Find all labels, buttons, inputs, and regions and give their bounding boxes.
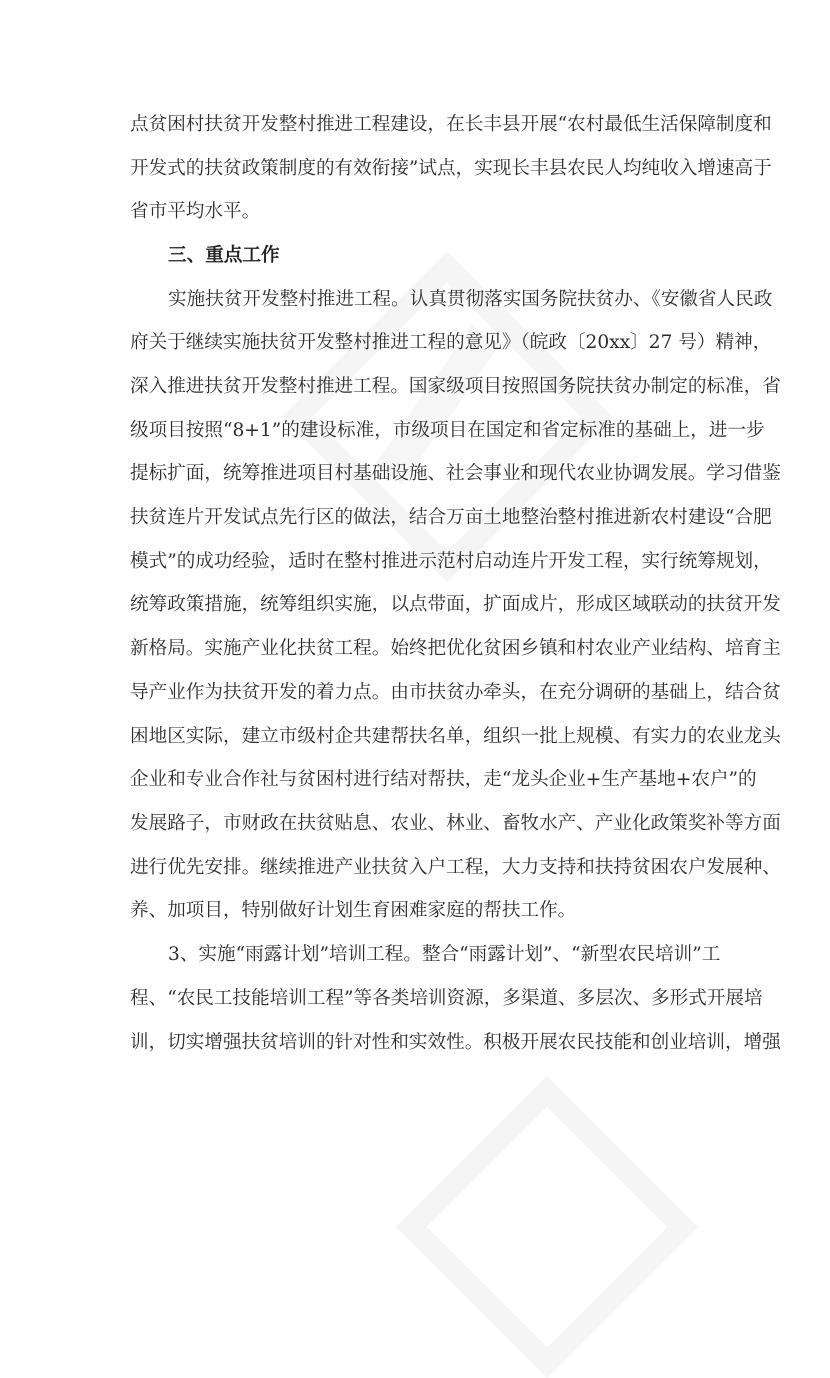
text-line: 程、“农民工技能培训工程”等各类培训资源，多渠道、多层次、多形式开展培 (130, 988, 763, 1009)
text-line: 3、实施“雨露计划”培训工程。整合“雨露计划”、“新型农民培训”工 (168, 944, 721, 965)
text-line: 点贫困村扶贫开发整村推进工程建设，在长丰县开展“农村最低生活保障制度和 (130, 114, 772, 135)
text-line: 模式”的成功经验，适时在整村推进示范村启动连片开发工程，实行统筹规划， (130, 551, 772, 572)
text-line: 进行优先安排。继续推进产业扶贫入户工程，大力支持和扶持贫困农户发展种、 (130, 857, 781, 878)
text-line: 企业和专业合作社与贫困村进行结对帮扶，走“龙头企业+生产基地+农户”的 (130, 769, 757, 790)
text-line: 深入推进扶贫开发整村推进工程。国家级项目按照国务院扶贫办制定的标准，省 (130, 376, 781, 397)
watermark-diamond-shape-bottom (396, 1076, 699, 1378)
text-line: 省市平均水平。 (130, 201, 261, 222)
text-line: 实施扶贫开发整村推进工程。认真贯彻落实国务院扶贫办、《安徽省人民政 (168, 289, 773, 310)
text-line: 级项目按照“8+1”的建设标准，市级项目在国定和省定标准的基础上，进一步 (130, 420, 765, 441)
text-line: 新格局。实施产业化扶贫工程。始终把优化贫困乡镇和村农业产业结构、培育主 (130, 638, 781, 659)
section-heading: 三、重点工作 (168, 245, 280, 266)
text-line: 导产业作为扶贫开发的着力点。由市扶贫办牵头，在充分调研的基础上，结合贫 (130, 682, 781, 703)
text-line: 统筹政策措施，统筹组织实施，以点带面，扩面成片，形成区域联动的扶贫开发 (130, 594, 781, 615)
text-line: 发展路子，市财政在扶贫贴息、农业、林业、畜牧水产、产业化政策奖补等方面 (130, 813, 781, 834)
text-line: 困地区实际，建立市级村企共建帮扶名单，组织一批上规模、有实力的农业龙头 (130, 726, 781, 747)
text-line: 训，切实增强扶贫培训的针对性和实效性。积极开展农民技能和创业培训，增强 (130, 1032, 781, 1053)
text-line: 开发式的扶贫政策制度的有效衔接”试点，实现长丰县农民人均纯收入增速高于 (130, 158, 772, 179)
text-line: 扶贫连片开发试点先行区的做法，结合万亩土地整治整村推进新农村建设“合肥 (130, 507, 772, 528)
text-line: 提标扩面，统筹推进项目村基础设施、社会事业和现代农业协调发展。学习借鉴 (130, 463, 781, 484)
text-line: 府关于继续实施扶贫开发整村推进工程的意见》（皖政〔20xx〕27 号）精神， (130, 332, 772, 353)
text-line: 养、加项目，特别做好计划生育困难家庭的帮扶工作。 (130, 900, 577, 921)
